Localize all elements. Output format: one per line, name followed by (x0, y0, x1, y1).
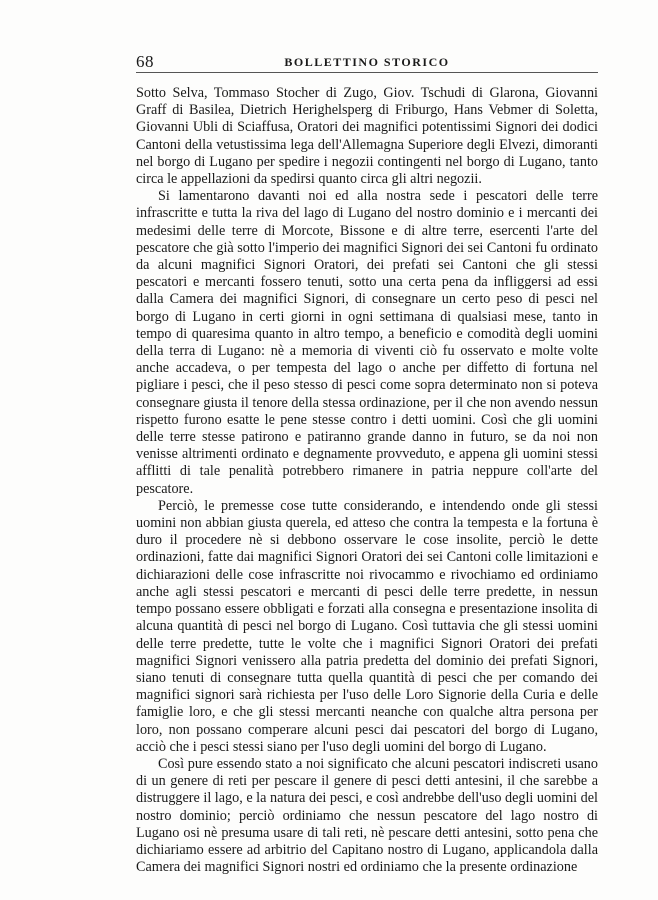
running-title: BOLLETTINO STORICO (284, 55, 450, 69)
paragraph-2: Si lamentarono davanti noi ed alla nostra sede i pescatori delle terre infrascritte e tutta la riva del lago di Lugano del nostro dominio e i mercanti dei medesimi delle terre di Morcote, Bissone e di altre terre, esercenti l'arte del pescatore che già sotto l'imperio dei magnifici Signori dei sei Cantoni fu ordinato da alcuni magnifici Signori Oratori, dei prefati sei Cantoni che gli stessi pescatori e mercanti fossero tenuti, sotto una certa pena da infliggersi ad essi dalla Camera dei magnifici Signori, di consegnare un certo peso di pesci nel borgo di Lugano in certi giorni in ogni settimana di qualsiasi mese, tanto in tempo di quaresima quanto in altro tempo, a beneficio e comodità degli uomini della terra di Lugano: nè a memoria di viventi ciò fu osservato e molte volte anche accadeva, o per tempesta del lago o anche per diffetto di fortuna nel pigliare i pesci, che il peso stesso di pesci come sopra determinato non si poteva consegnare giusta il tenore della stessa ordinazione, per il che non avendo nessun rispetto furono esatte le pene stesse contro i detti uomini. Così che gli uomini delle terre stesse patirono e patiranno grande danno in futuro, se da noi non venisse altrimenti ordinato e degnamente provveduto, e appena gli uomini stessi afflitti di tale penalità potrebbero rimanere in patria neppure coll'arte del pescatore. (136, 188, 598, 497)
body-text (136, 85, 598, 876)
paragraph-3: Perciò, le premesse cose tutte considerando, e intendendo onde gli stessi uomini non abbian giusta querela, ed atteso che contra la tempesta e la fortuna è duro il procedere nè si debbono osservare le cose insolite, perciò le dette ordinazioni, fatte dai magnifici Signori Oratori dei sei Cantoni colle limitazioni e dichiarazioni delle cose infrascritte noi rivocammo e rivochiamo ed ordiniamo anche agli stessi pescatori e mercanti di pesci delle terre predette, in nessun tempo possano essere obbligati e forzati alla consegna e presentazione insolita di alcuna quantità di pesci nel borgo di Lugano. Così tuttavia che gli stessi uomini delle terre predette, tutte le volte che i magnifici Signori Oratori dei prefati magnifici Signori venissero alla patria predetta del dominio dei prefati Signori, siano tenuti di consegnare tutta quella quantità di pesci che per comando dei magnifici signori sarà richiesta per l'uso delle Loro Signorie della Curia e delle famiglie loro, e che gli stessi mercanti neanche con qualche altra persona per loro, non possano comperare alcuni pesci dai pescatori del borgo di Lugano, acciò che i pesci stessi siano per l'uso degli uomini del borgo di Lugano. (136, 497, 598, 755)
paragraph-4: Così pure essendo stato a noi significato che alcuni pescatori indiscreti usano di un genere di reti per pescare il genere di pesci detti antesini, il che sarebbe a distruggere il lago, e la natura dei pesci, e così andrebbe dell'uso degli uomini del nostro dominio; perciò ordiniamo che nessun pescatore del lago nostro di Lugano osi nè presuma usare di tali reti, nè pescare detti antesini, sotto pena che dichiariamo essere ad arbitrio del Capitano nostro di Lugano, applicandola dalla Camera dei magnifici Signori nostri ed ordiniamo che la presente ordinazione (136, 755, 598, 876)
paragraph-1: Sotto Selva, Tommaso Stocher di Zugo, Giov. Tschudi di Glarona, Giovanni Graff di Basilea, Dietrich Herighelsperg di Friburgo, Hans Vebmer di Soletta, Giovanni Ubli di Sciaffusa, Oratori dei magnifici potentissimi Signori dei dodici Cantoni della vetustissima lega dell'Allemagna Superiore degli Elvezi, dimoranti nel borgo di Lugano per spedire i negozii contingenti nel borgo di Lugano, tanto circa le appellazioni da spedirsi quanto circa gli altri negozii. (136, 85, 598, 188)
page-header (136, 50, 598, 72)
header-rule (136, 72, 598, 73)
page-number: 68 (136, 52, 154, 71)
